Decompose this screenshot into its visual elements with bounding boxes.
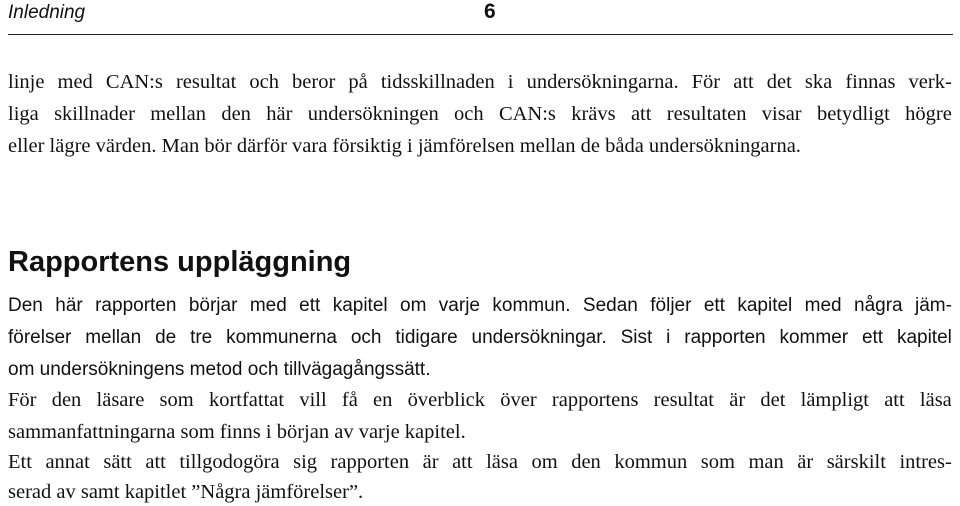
running-header bbox=[8, 0, 953, 35]
intro-line-2: liga skillnader mellan den här undersökningen och CAN:s krävs att resultaten visar betydligt högre bbox=[8, 103, 952, 125]
section-heading: Rapportens uppläggning bbox=[8, 246, 352, 278]
para1-line-2: förelser mellan de tre kommunerna och tidigare undersökningar. Sist i rapporten kommer ett kapitel bbox=[8, 327, 952, 348]
para2-line-1: För den läsare som kortfattat vill få en överblick över rapportens resultat är det lämpligt att läsa bbox=[8, 389, 952, 411]
header-page-number: 6 bbox=[484, 0, 496, 23]
intro-line-3: eller lägre värden. Man bör därför vara försiktig i jämförelsen mellan de båda undersökningarna. bbox=[8, 135, 801, 157]
para3-line-1: Ett annat sätt att tillgodogöra sig rapporten är att läsa om den kommun som man är särskilt intres- bbox=[8, 451, 952, 473]
para2-line-2: sammanfattningarna som finns i början av varje kapitel. bbox=[8, 421, 466, 443]
para1-line-3: om undersökningens metod och tillvägagångssätt. bbox=[8, 359, 431, 380]
intro-line-1: linje med CAN:s resultat och beror på tidsskillnaden i undersökningarna. För att det ska finnas verk- bbox=[8, 71, 952, 93]
para1-line-1: Den här rapporten börjar med ett kapitel om varje kommun. Sedan följer ett kapitel med några jäm- bbox=[8, 295, 952, 316]
para3-line-2: serad av samt kapitlet ”Några jämförelser”. bbox=[8, 481, 364, 503]
header-chapter-title: Inledning bbox=[8, 2, 86, 23]
